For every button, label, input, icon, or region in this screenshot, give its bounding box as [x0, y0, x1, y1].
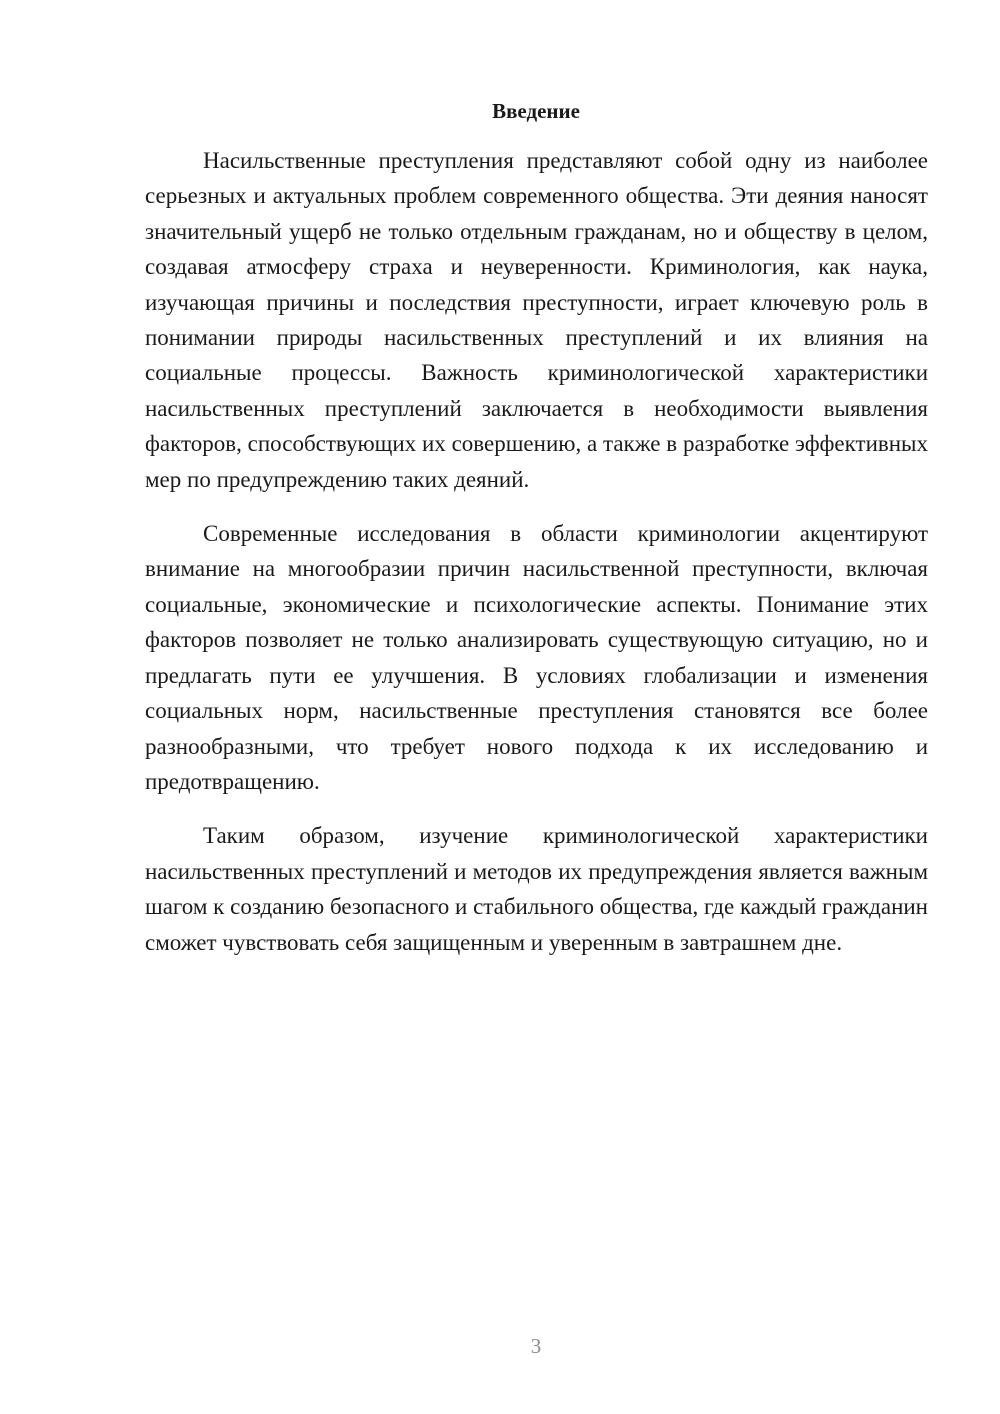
section-heading: Введение	[492, 99, 580, 123]
paragraph-1: Насильственные преступления представляют собой одну из наиболее серьезных и актуальных проблем современного общества. Эти деяния наносят значительный ущерб не только отдельным гражданам, но и обществу в целом, создавая атмосферу страха и неуверенности. Криминология, как наука, изучающая причины и последствия преступности, играет ключевую роль в понимании природы насильственных преступлений и их влияния на социальные процессы. Важность криминологической характеристики насильственных преступлений заключается в необходимости выявления факторов, способствующих их совершению, а также в разработке эффективных мер по предупреждению таких деяний.	[145, 148, 928, 492]
paragraph-3: Таким образом, изучение криминологической характеристики насильственных преступлений и методов их предупреждения является важным шагом к созданию безопасного и стабильного общества, где каждый гражданин сможет чувствовать себя защищенным и уверенным в завтрашнем дне.	[145, 823, 928, 955]
page-number: 3	[530, 1334, 542, 1358]
paragraph-2: Современные исследования в области криминологии акцентируют внимание на многообразии причин насильственной преступности, включая социальные, экономические и психологические аспекты. Понимание этих факторов позволяет не только анализировать существующую ситуацию, но и предлагать пути ее улучшения. В условиях глобализации и изменения социальных норм, насильственные преступления становятся все более разнообразными, что требует нового подхода к их исследованию и предотвращению.	[145, 521, 928, 794]
body-text	[145, 143, 928, 960]
